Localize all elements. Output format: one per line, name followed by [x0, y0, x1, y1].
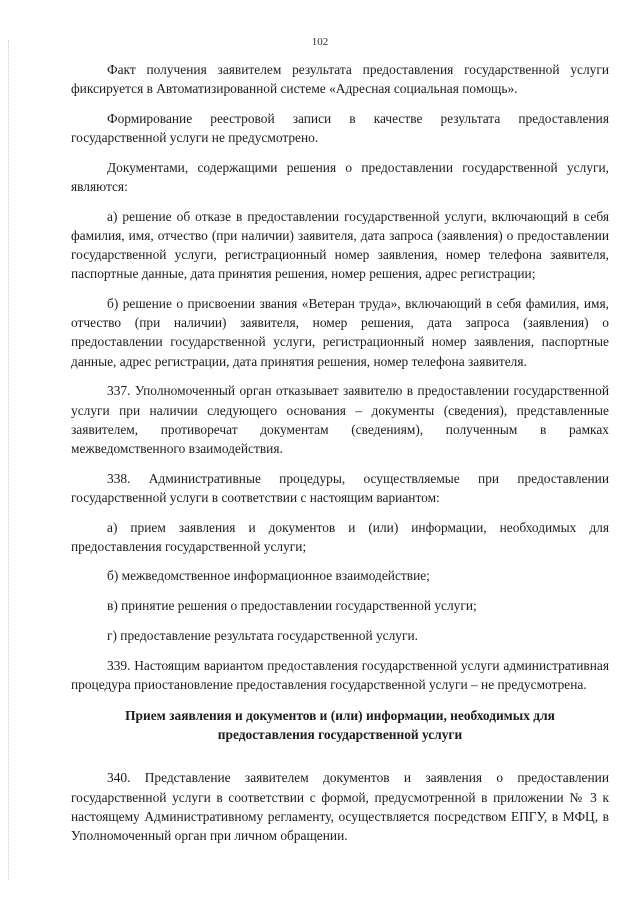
document-body	[71, 60, 609, 856]
paragraph-338: 338. Административные процедуры, осуществляемые при предоставлении государственной услуги в соответствии с настоящим вариантом:	[71, 470, 609, 505]
paragraph-338-b: б) межведомственное информационное взаимодействие;	[107, 568, 430, 584]
paragraph-338-c: в) принятие решения о предоставлении государственной услуги;	[107, 598, 477, 614]
paragraph-veteran-decision: б) решение о присвоении звания «Ветеран труда», включающий в себя фамилия, имя, отчество (при наличии) заявителя, номер решения, дата запроса (заявления) о предоставлении государственной услуги, регистрационный номер заявления, паспортные данные, адрес регистрации, дата принятия решения, номер телефона заявителя.	[71, 296, 609, 369]
paragraph-340: 340. Представление заявителем документов и заявления о предоставлении государственной услуги в соответствии с формой, предусмотренной в приложении № 3 к настоящему Административному регламенту, осуществляется посредством ЕПГУ, в МФЦ, в Уполномоченный орган при личном обращении.	[71, 770, 609, 843]
paragraph-registry-record: Формирование реестровой записи в качестве результата предоставления государственной услуги не предусмотрено.	[71, 110, 609, 146]
paragraph-339: 339. Настоящим вариантом предоставления государственной услуги административная процедура приостановление предоставления государственной услуги – не предусмотрена.	[71, 657, 609, 692]
paragraph-338-d: г) предоставление результата государственной услуги.	[107, 627, 418, 643]
paragraph-337: 337. Уполномоченный орган отказывает заявителю в предоставлении государственной услуги при наличии следующего основания – документы (сведения), представленные заявителем, противоречат документам (сведениям), полученным в рамках межведомственного взаимодействия.	[71, 383, 609, 456]
paragraph-refusal-decision: а) решение об отказе в предоставлении государственной услуги, включающий в себя фамилия, имя, отчество (при наличии) заявителя, дата запроса (заявления) о предоставлении государственной услуги, регистрационный номер заявления, номер телефона заявителя, паспортные данные, дата принятия решения, номер решения, адрес регистрации;	[71, 208, 609, 282]
page-number: 102	[311, 36, 329, 48]
section-heading: Прием заявления и документов и (или) информации, необходимых для предоставления государственной услуги	[125, 707, 555, 743]
paragraph-result-fixation: Факт получения заявителем результата предоставления государственной услуги фиксируется в Автоматизированной системе «Адресная социальная помощь».	[71, 62, 609, 97]
paragraph-decision-documents: Документами, содержащими решения о предоставлении государственной услуги, являются:	[71, 159, 609, 195]
paragraph-338-a: а) прием заявления и документов и (или) информации, необходимых для предоставления государственной услуги;	[71, 519, 609, 554]
scan-margin-artifact	[8, 40, 15, 880]
